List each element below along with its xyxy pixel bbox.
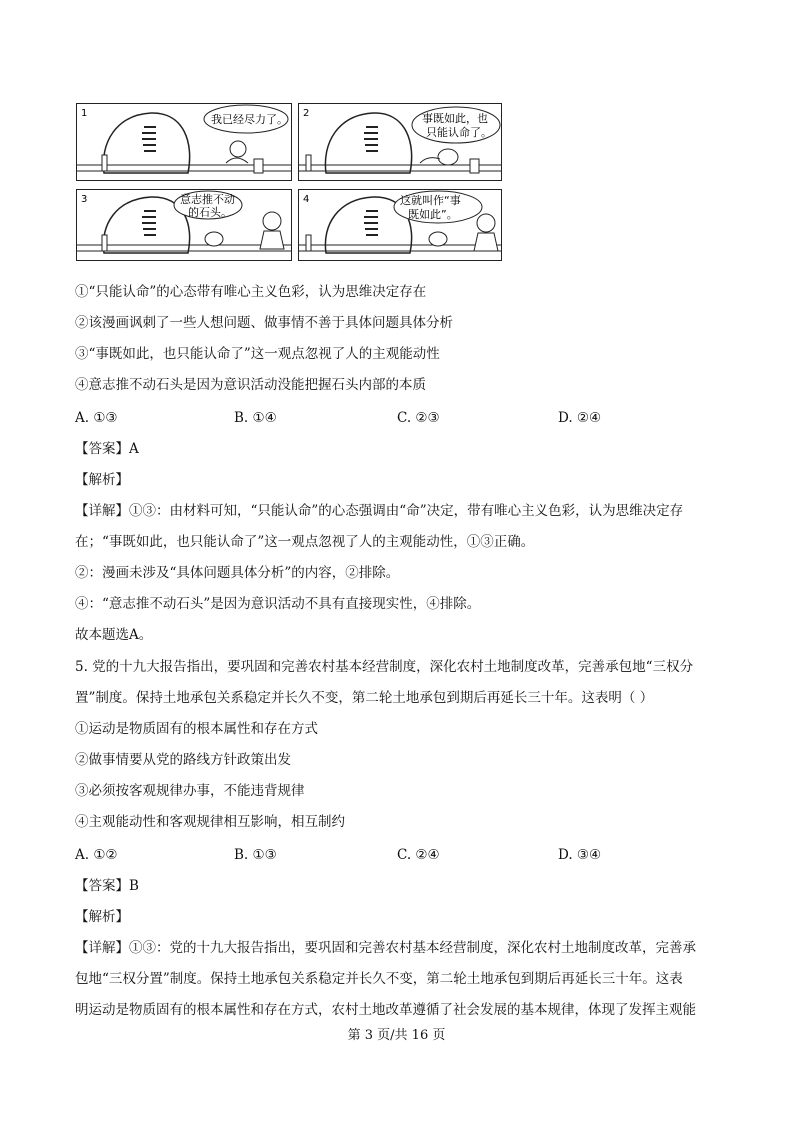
- q5-statement: ④主观能动性和客观规律相互影响，相互制约: [75, 814, 345, 830]
- comic-panel-4: [298, 189, 502, 261]
- q5-option-b: B. ①③: [234, 847, 277, 863]
- q4-analysis-label: 【解析】: [75, 472, 129, 488]
- panel-number: 3: [81, 194, 88, 205]
- q4-statement: ②该漫画讽刺了一些人想问题、做事情不善于具体问题具体分析: [75, 315, 453, 331]
- comic-panel-1: [76, 103, 292, 181]
- q4-option-a: A. ①③: [75, 410, 118, 426]
- q4-option-d: D. ②④: [558, 410, 602, 426]
- comic-panel-2: [298, 103, 502, 181]
- q5-detail-line: 包地“三权分置”制度。保持土地承包关系稳定并长久不变，第二轮土地承包到期后再延长三十年。这表: [75, 971, 683, 987]
- q4-detail-line: 故本题选A。: [75, 627, 153, 643]
- q5-answer: 【答案】B: [75, 878, 139, 894]
- q5-statement: ②做事情要从党的路线方针政策出发: [75, 752, 291, 768]
- speech-bubble-text: 我已经尽力了。: [211, 113, 288, 126]
- q4-detail-line: ②：漫画未涉及“具体问题具体分析”的内容，②排除。: [75, 565, 400, 581]
- q4-statement: ④意志推不动石头是因为意识活动没能把握石头内部的本质: [75, 377, 426, 393]
- q5-detail-line: 明运动是物质固有的根本属性和存在方式，农村土地改革遵循了社会发展的基本规律，体现了发挥主观能: [75, 1002, 696, 1018]
- q5-option-d: D. ③④: [558, 847, 602, 863]
- panel-number: 1: [81, 108, 88, 119]
- panel-number: 2: [303, 108, 310, 119]
- speech-bubble-text: 既如此”。: [408, 208, 458, 221]
- q5-detail-line: 【详解】①③：党的十九大报告指出，要巩固和完善农村基本经营制度，深化农村土地制度改革，完善承: [75, 940, 696, 956]
- speech-bubble-text: 这就叫作“事: [400, 194, 461, 207]
- q4-statement: ③“事既如此，也只能认命了”这一观点忽视了人的主观能动性: [75, 346, 440, 362]
- q4-answer: 【答案】A: [75, 441, 139, 457]
- q4-detail-line: 【详解】①③：由材料可知，“只能认命”的心态强调由“命”决定，带有唯心主义色彩，认为思维决定存: [75, 503, 684, 519]
- q5-statement: ③必须按客观规律办事，不能违背规律: [75, 783, 305, 799]
- q4-option-c: C. ②③: [397, 410, 440, 426]
- speech-bubble-text: 事既如此，也: [422, 112, 488, 125]
- page-footer: 第 3 页/共 16 页: [347, 1028, 446, 1043]
- q5-stem: 置”制度。保持土地承包关系稳定并长久不变，第二轮土地承包到期后再延长三十年。这表明（ ）: [75, 690, 654, 706]
- q4-option-b: B. ①④: [234, 410, 277, 426]
- q4-detail-line: ④：“意志推不动石头”是因为意识活动不具有直接现实性，④排除。: [75, 596, 481, 612]
- panel-number: 4: [303, 194, 310, 205]
- q5-stem: 5. 党的十九大报告指出，要巩固和完善农村基本经营制度，深化农村土地制度改革，完善承包地“三权分: [75, 659, 694, 675]
- speech-bubble-text: 的石头。: [188, 206, 232, 219]
- q5-option-a: A. ①②: [75, 847, 118, 863]
- speech-bubble-text: 意志推不动: [180, 193, 235, 206]
- q5-analysis-label: 【解析】: [75, 909, 129, 925]
- q5-option-c: C. ②④: [397, 847, 440, 863]
- comic-panel-3: [76, 189, 292, 261]
- q5-statement: ①运动是物质固有的根本属性和存在方式: [75, 721, 318, 737]
- q4-statement: ①“只能认命”的心态带有唯心主义色彩，认为思维决定存在: [75, 284, 427, 300]
- q4-detail-line: 在；“事既如此，也只能认命了”这一观点忽视了人的主观能动性，①③正确。: [75, 534, 535, 550]
- speech-bubble-text: 只能认命了。: [426, 126, 492, 139]
